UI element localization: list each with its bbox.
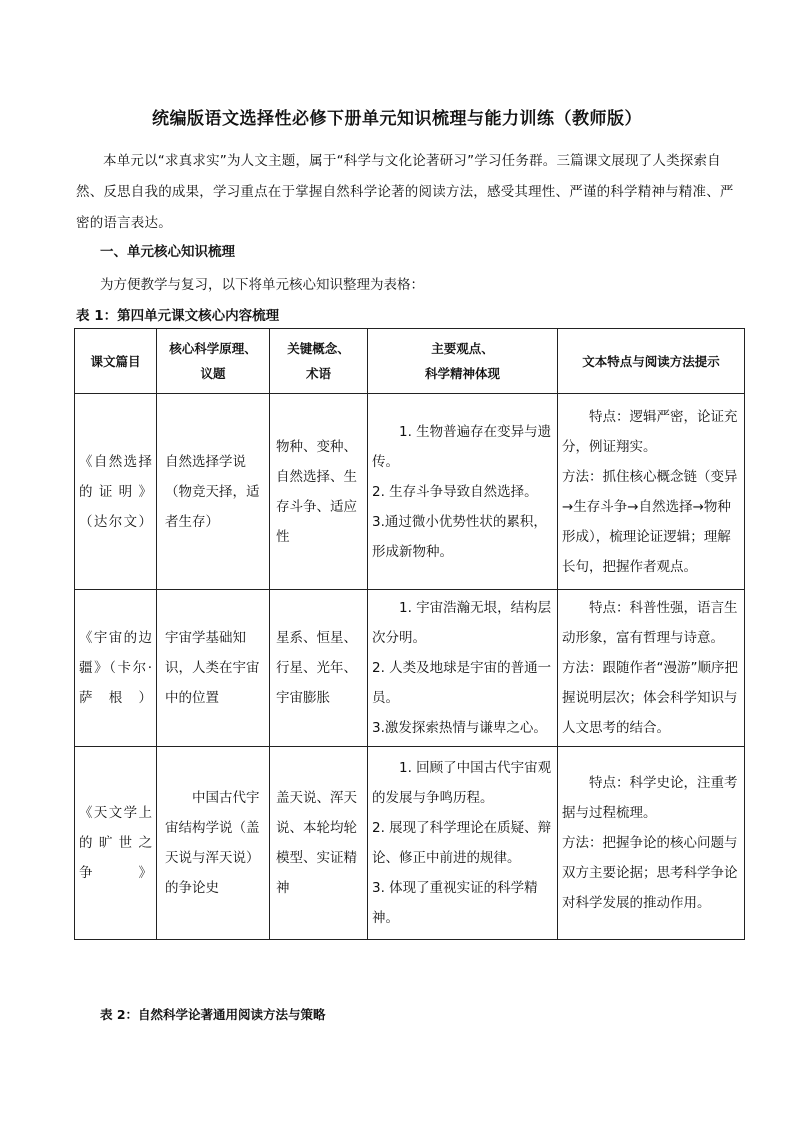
intro-paragraph: 本单元以“求真求实”为人文主题，属于“科学与文化论著研习”学习任务群。三篇课文展现了人类探索自然、反思自我的成果，学习重点在于掌握自然科学论著的阅读方法，感受其理性、严谨的科学精神与精准、严密的语言表达。 xyxy=(76,153,734,231)
tip-method: 方法：跟随作者“漫游”顺序把握说明层次；体会科学知识与人文思考的结合。 xyxy=(562,660,738,736)
view-item: 3.激发探索热情与谦卑之心。 xyxy=(372,720,547,736)
view-item: 3.通过微小优势性状的累积，形成新物种。 xyxy=(372,513,547,560)
header-principle xyxy=(157,329,270,394)
header-concepts xyxy=(270,329,368,394)
cell-title: 《天文学上的旷世之争》 xyxy=(75,747,157,940)
section-lead: 为方便教学与复习，以下将单元核心知识整理为表格： xyxy=(100,277,424,293)
tip-method: 方法：抓住核心概念链（变异→生存斗争→自然选择→物种形成），梳理论证逻辑；理解长句，把握作者观点。 xyxy=(562,468,738,575)
tip-feature: 特点：科普性强，语言生动形象，富有哲理与诗意。 xyxy=(562,600,738,646)
view-item: 1. 宇宙浩瀚无垠，结构层次分明。 xyxy=(372,600,552,646)
header-principle-line1: 核心科学原理、 xyxy=(169,341,257,356)
view-item: 2. 生存斗争导致自然选择。 xyxy=(372,483,538,500)
header-concepts-line2: 术语 xyxy=(305,366,331,381)
tip-feature: 特点：科学史论，注重考据与过程梳理。 xyxy=(562,775,738,821)
cell-concepts: 星系、恒星、行星、光年、宇宙膨胀 xyxy=(270,590,368,747)
cell-tips xyxy=(558,394,745,590)
table2-caption: 表 2：自然科学论著通用阅读方法与策略 xyxy=(100,1007,326,1022)
cell-views xyxy=(368,747,558,940)
header-tips-text: 文本特点与阅读方法提示 xyxy=(582,353,720,369)
view-item: 2. 展现了科学理论在质疑、辩论、修正中前进的规律。 xyxy=(372,820,552,866)
header-tips xyxy=(558,329,745,394)
table1-caption: 表 1：第四单元课文核心内容梳理 xyxy=(76,308,280,324)
content-table xyxy=(74,328,745,940)
cell-title: 《自然选择的证明》（达尔文） xyxy=(75,394,157,590)
cell-principle: 自然选择学说（物竞天择，适者生存） xyxy=(157,394,270,590)
view-item: 3. 体现了重视实证的科学精神。 xyxy=(372,880,538,926)
table-row xyxy=(75,590,745,747)
table-row xyxy=(75,394,745,590)
cell-concepts: 盖天说、浑天说、本轮均轮模型、实证精神 xyxy=(270,747,368,940)
cell-principle xyxy=(157,747,270,940)
cell-title: 《宇宙的边疆》（卡尔·萨根） xyxy=(75,590,157,747)
header-views-line1: 主要观点、 xyxy=(431,341,494,356)
cell-tips xyxy=(558,590,745,747)
cell-tips xyxy=(558,747,745,940)
header-views xyxy=(368,329,558,394)
cell-views xyxy=(368,394,558,590)
header-title-text: 课文篇目 xyxy=(90,353,141,369)
cell-concepts: 物种、变种、自然选择、生存斗争、适应性 xyxy=(270,394,368,590)
principle-text: 中国古代宇宙结构学说（盖天说与浑天说）的争论史 xyxy=(165,790,260,896)
header-views-line2: 科学精神体现 xyxy=(424,366,500,381)
section-heading: 一、单元核心知识梳理 xyxy=(100,244,235,260)
view-item: 1. 回顾了中国古代宇宙观的发展与争鸣历程。 xyxy=(372,760,552,806)
tip-method: 方法：把握争论的核心问题与双方主要论据；思考科学争论对科学发展的推动作用。 xyxy=(562,835,738,911)
view-item: 2. 人类及地球是宇宙的普通一员。 xyxy=(372,660,552,706)
table-header-row xyxy=(75,329,745,394)
header-title xyxy=(75,329,157,394)
view-item: 1. 生物普遍存在变异与遗传。 xyxy=(372,423,552,470)
table-row xyxy=(75,747,745,940)
cell-principle: 宇宙学基础知识，人类在宇宙中的位置 xyxy=(157,590,270,747)
tip-feature: 特点：逻辑严密，论证充分，例证翔实。 xyxy=(562,408,738,455)
cell-views xyxy=(368,590,558,747)
header-concepts-line1: 关键概念、 xyxy=(287,341,350,356)
header-principle-line2: 议题 xyxy=(200,366,226,381)
document-title: 统编版语文选择性必修下册单元知识梳理与能力训练（教师版） xyxy=(152,109,642,129)
